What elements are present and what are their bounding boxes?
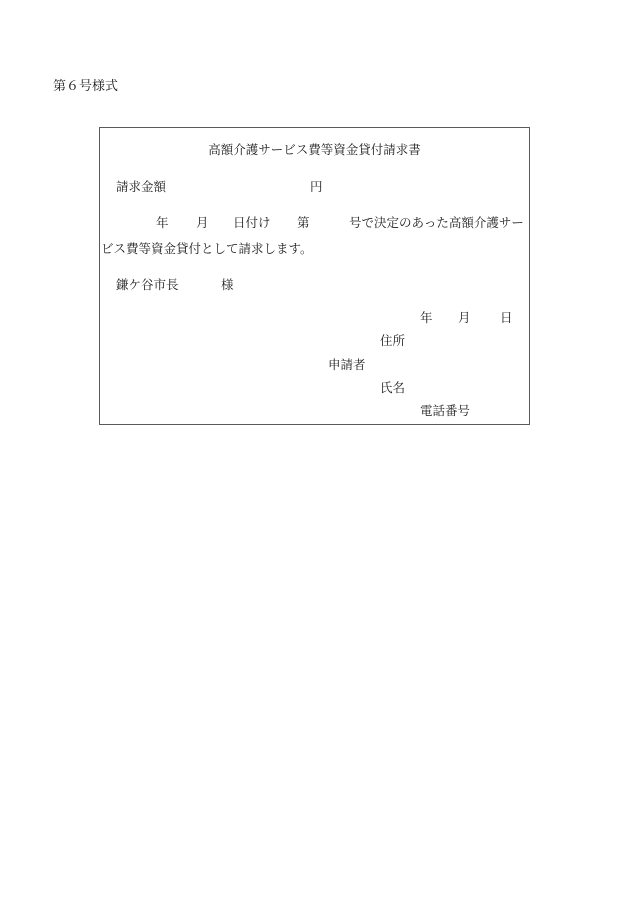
body-year-unit: 年 [156, 215, 169, 230]
applicant-label: 申請者 [328, 357, 366, 372]
date-month-unit: 月 [458, 310, 471, 325]
request-form-box [99, 127, 530, 425]
address-label: 住所 [380, 333, 406, 348]
body-text-line1: 号で決定のあった高額介護サー [349, 215, 524, 230]
body-number-prefix: 第 [297, 215, 310, 230]
amount-label: 請求金額 [116, 179, 167, 194]
name-label: 氏名 [380, 380, 406, 395]
document-title: 高額介護サービス費等資金貸付請求書 [208, 142, 421, 157]
body-day-unit: 日付け [233, 215, 271, 230]
form-number-label: 第６号様式 [53, 79, 119, 94]
phone-label: 電話番号 [420, 403, 471, 418]
body-text-line2: ビス費等資金貸付として請求します。 [101, 241, 313, 256]
addressee-name: 鎌ケ谷市長 [116, 277, 179, 292]
date-day-unit: 日 [500, 310, 513, 325]
body-month-unit: 月 [196, 215, 209, 230]
amount-unit: 円 [310, 179, 323, 194]
addressee-honorific: 様 [221, 277, 234, 292]
date-year-unit: 年 [420, 310, 433, 325]
